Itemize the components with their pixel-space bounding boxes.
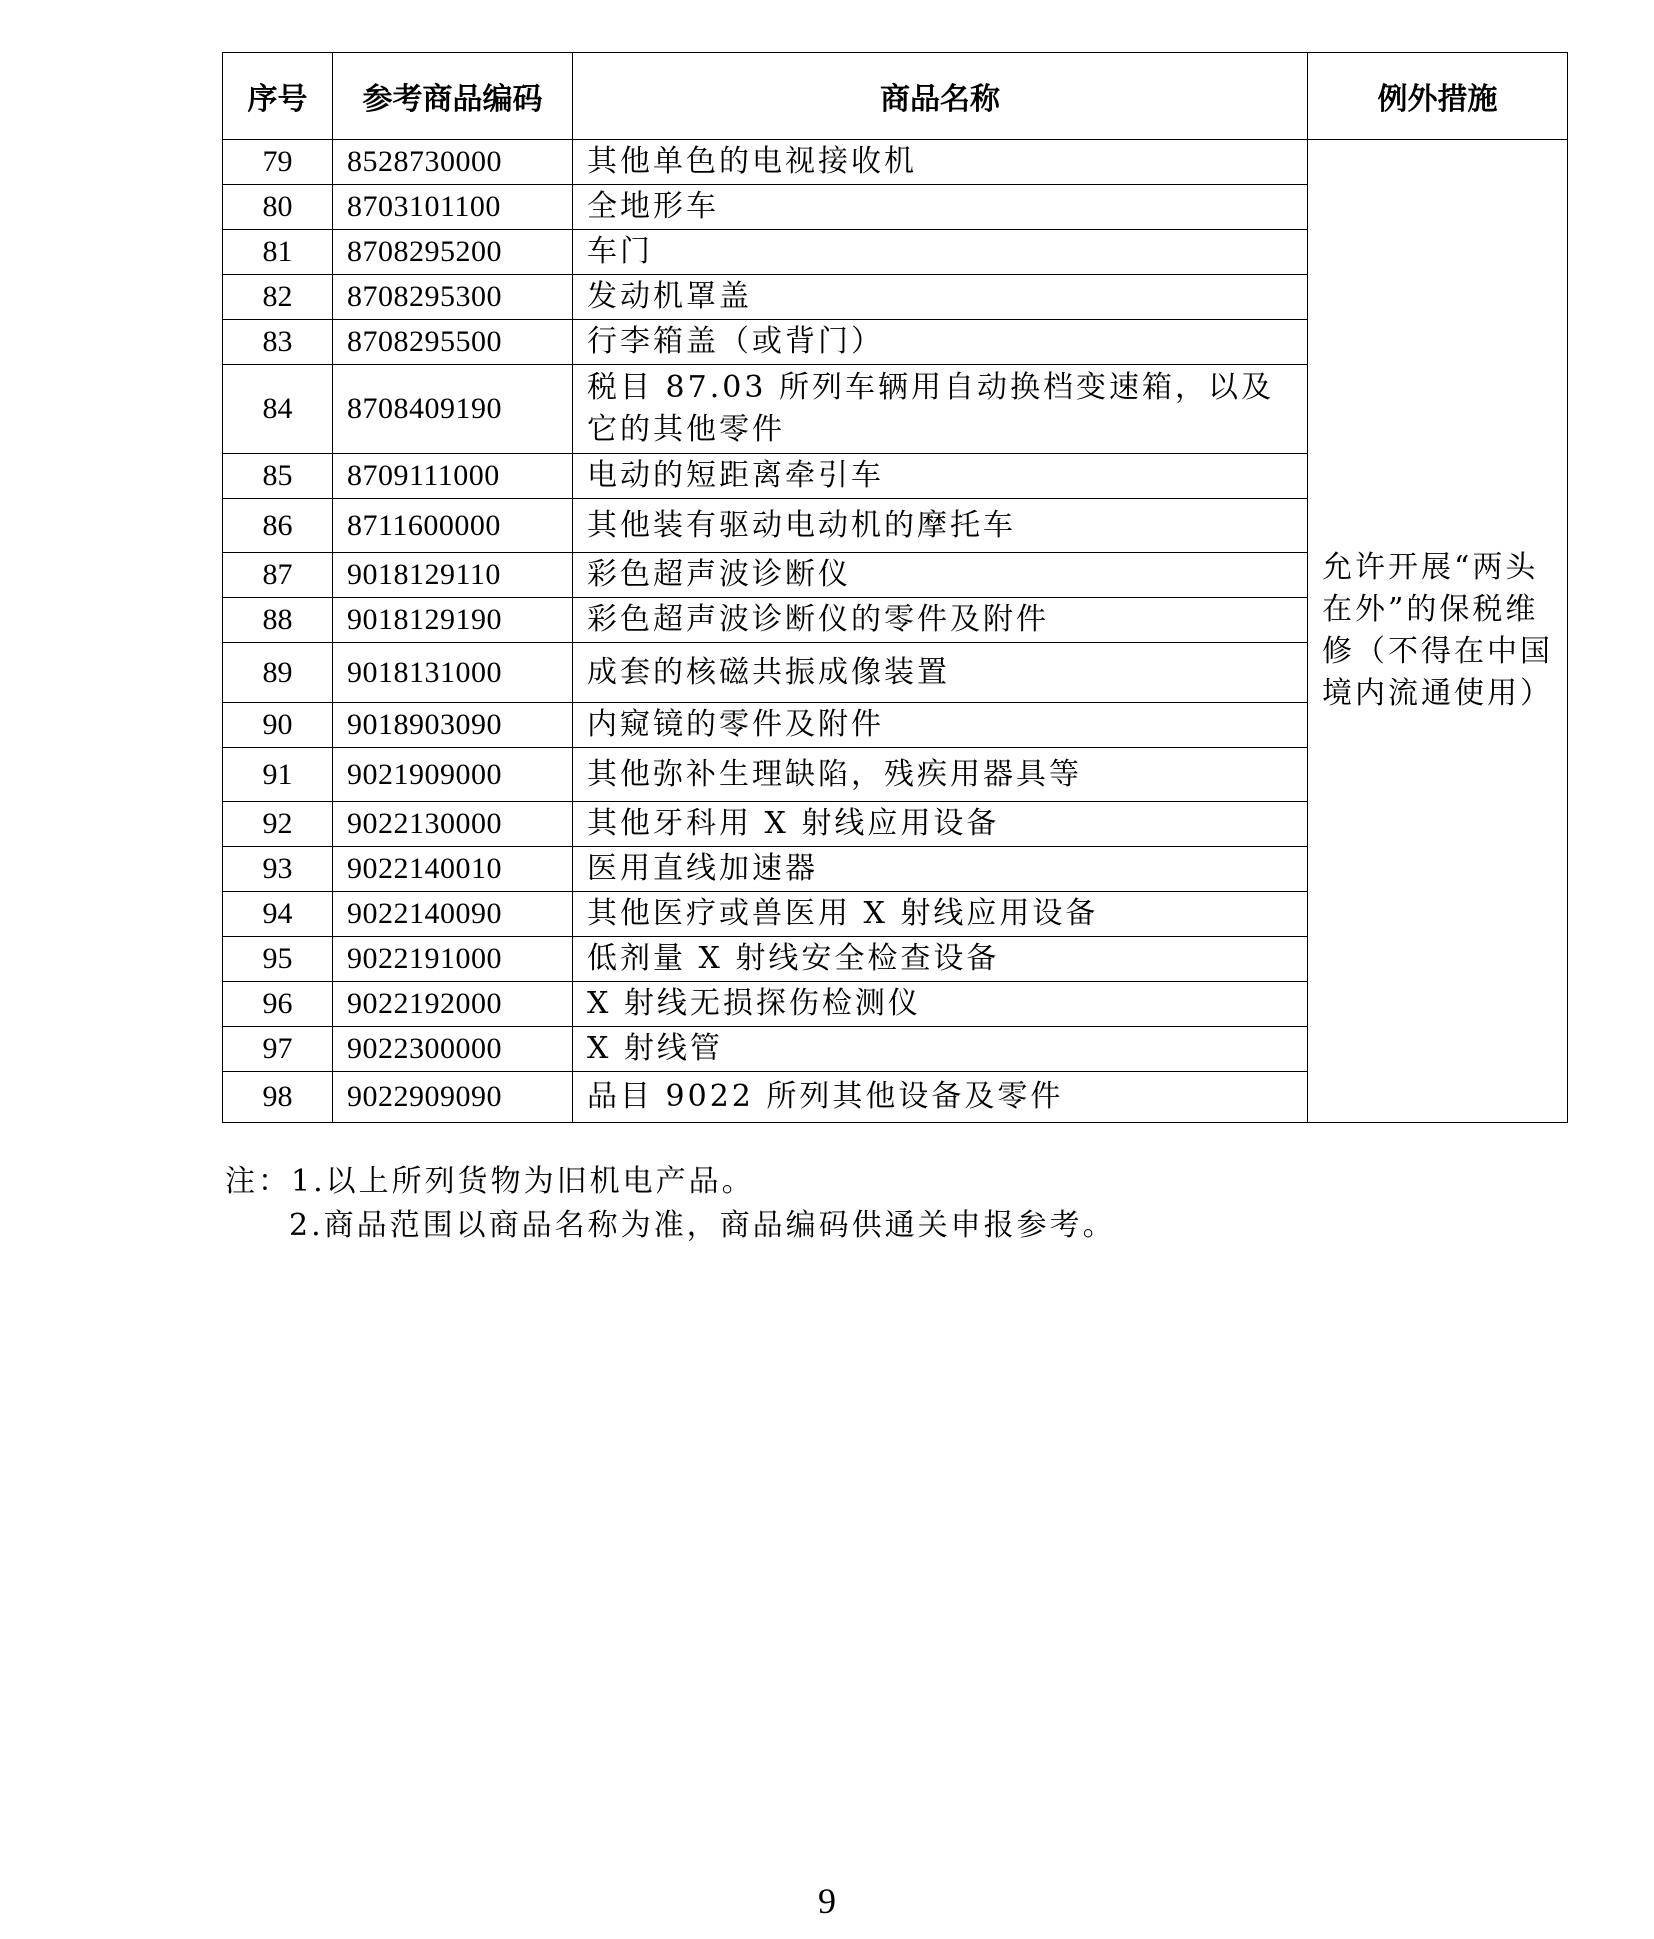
row-code: 9022130000 [333, 802, 573, 847]
goods-table [222, 52, 1568, 1123]
header-code: 参考商品编码 [333, 53, 573, 140]
row-name: X 射线无损探伤检测仪 [573, 982, 1308, 1027]
page-number: 9 [818, 1881, 836, 1921]
row-seq: 90 [223, 703, 333, 748]
row-code: 8711600000 [333, 499, 573, 553]
row-code: 9022192000 [333, 982, 573, 1027]
row-code: 9022191000 [333, 937, 573, 982]
row-name: 税目 87.03 所列车辆用自动换档变速箱，以及它的其他零件 [573, 365, 1308, 454]
row-seq: 86 [223, 499, 333, 553]
row-seq: 93 [223, 847, 333, 892]
row-name: 其他医疗或兽医用 X 射线应用设备 [573, 892, 1308, 937]
row-name: 其他装有驱动电动机的摩托车 [573, 499, 1308, 553]
row-code: 8708295200 [333, 230, 573, 275]
row-seq: 95 [223, 937, 333, 982]
row-code: 8708295500 [333, 320, 573, 365]
row-name: 品目 9022 所列其他设备及零件 [573, 1072, 1308, 1123]
row-seq: 83 [223, 320, 333, 365]
row-code: 8703101100 [333, 185, 573, 230]
row-name: 成套的核磁共振成像装置 [573, 643, 1308, 703]
row-name: 彩色超声波诊断仪的零件及附件 [573, 598, 1308, 643]
row-code: 9022140090 [333, 892, 573, 937]
row-seq: 96 [223, 982, 333, 1027]
row-name: 全地形车 [573, 185, 1308, 230]
row-code: 8709111000 [333, 454, 573, 499]
row-seq: 88 [223, 598, 333, 643]
row-name: 发动机罩盖 [573, 275, 1308, 320]
row-name: 其他弥补生理缺陷，残疾用器具等 [573, 748, 1308, 802]
row-seq: 84 [223, 365, 333, 454]
row-seq: 82 [223, 275, 333, 320]
row-code: 9018129190 [333, 598, 573, 643]
row-code: 9022300000 [333, 1027, 573, 1072]
row-code: 9018129110 [333, 553, 573, 598]
row-name: 其他单色的电视接收机 [573, 140, 1308, 185]
row-code: 8708295300 [333, 275, 573, 320]
note-line-2: 2.商品范围以商品名称为准，商品编码供通关申报参考。 [289, 1208, 1116, 1243]
row-code: 9018903090 [333, 703, 573, 748]
row-seq: 91 [223, 748, 333, 802]
row-seq: 79 [223, 140, 333, 185]
row-seq: 89 [223, 643, 333, 703]
row-seq: 97 [223, 1027, 333, 1072]
row-code: 8708409190 [333, 365, 573, 454]
row-name: 医用直线加速器 [573, 847, 1308, 892]
row-name: 行李箱盖（或背门） [573, 320, 1308, 365]
notes [225, 1160, 1116, 1248]
header-seq: 序号 [223, 53, 333, 140]
table-body [223, 140, 1568, 1123]
row-seq: 87 [223, 553, 333, 598]
row-code: 8528730000 [333, 140, 573, 185]
row-seq: 80 [223, 185, 333, 230]
row-seq: 94 [223, 892, 333, 937]
row-code: 9022909090 [333, 1072, 573, 1123]
row-name: 电动的短距离牵引车 [573, 454, 1308, 499]
row-seq: 92 [223, 802, 333, 847]
row-name: 车门 [573, 230, 1308, 275]
table-header-row [223, 53, 1568, 140]
row-seq: 85 [223, 454, 333, 499]
row-name: X 射线管 [573, 1027, 1308, 1072]
table-row [223, 140, 1568, 185]
note-line-1: 注：1.以上所列货物为旧机电产品。 [225, 1164, 755, 1199]
row-code: 9021909000 [333, 748, 573, 802]
row-code: 9018131000 [333, 643, 573, 703]
row-code: 9022140010 [333, 847, 573, 892]
row-seq: 81 [223, 230, 333, 275]
row-seq: 98 [223, 1072, 333, 1123]
row-name: 低剂量 X 射线安全检查设备 [573, 937, 1308, 982]
row-name: 彩色超声波诊断仪 [573, 553, 1308, 598]
header-measure: 例外措施 [1308, 53, 1568, 140]
row-name: 内窥镜的零件及附件 [573, 703, 1308, 748]
header-name: 商品名称 [573, 53, 1308, 140]
row-name: 其他牙科用 X 射线应用设备 [573, 802, 1308, 847]
exception-measure: 允许开展“两头在外”的保税维修（不得在中国境内流通使用） [1308, 140, 1568, 1123]
